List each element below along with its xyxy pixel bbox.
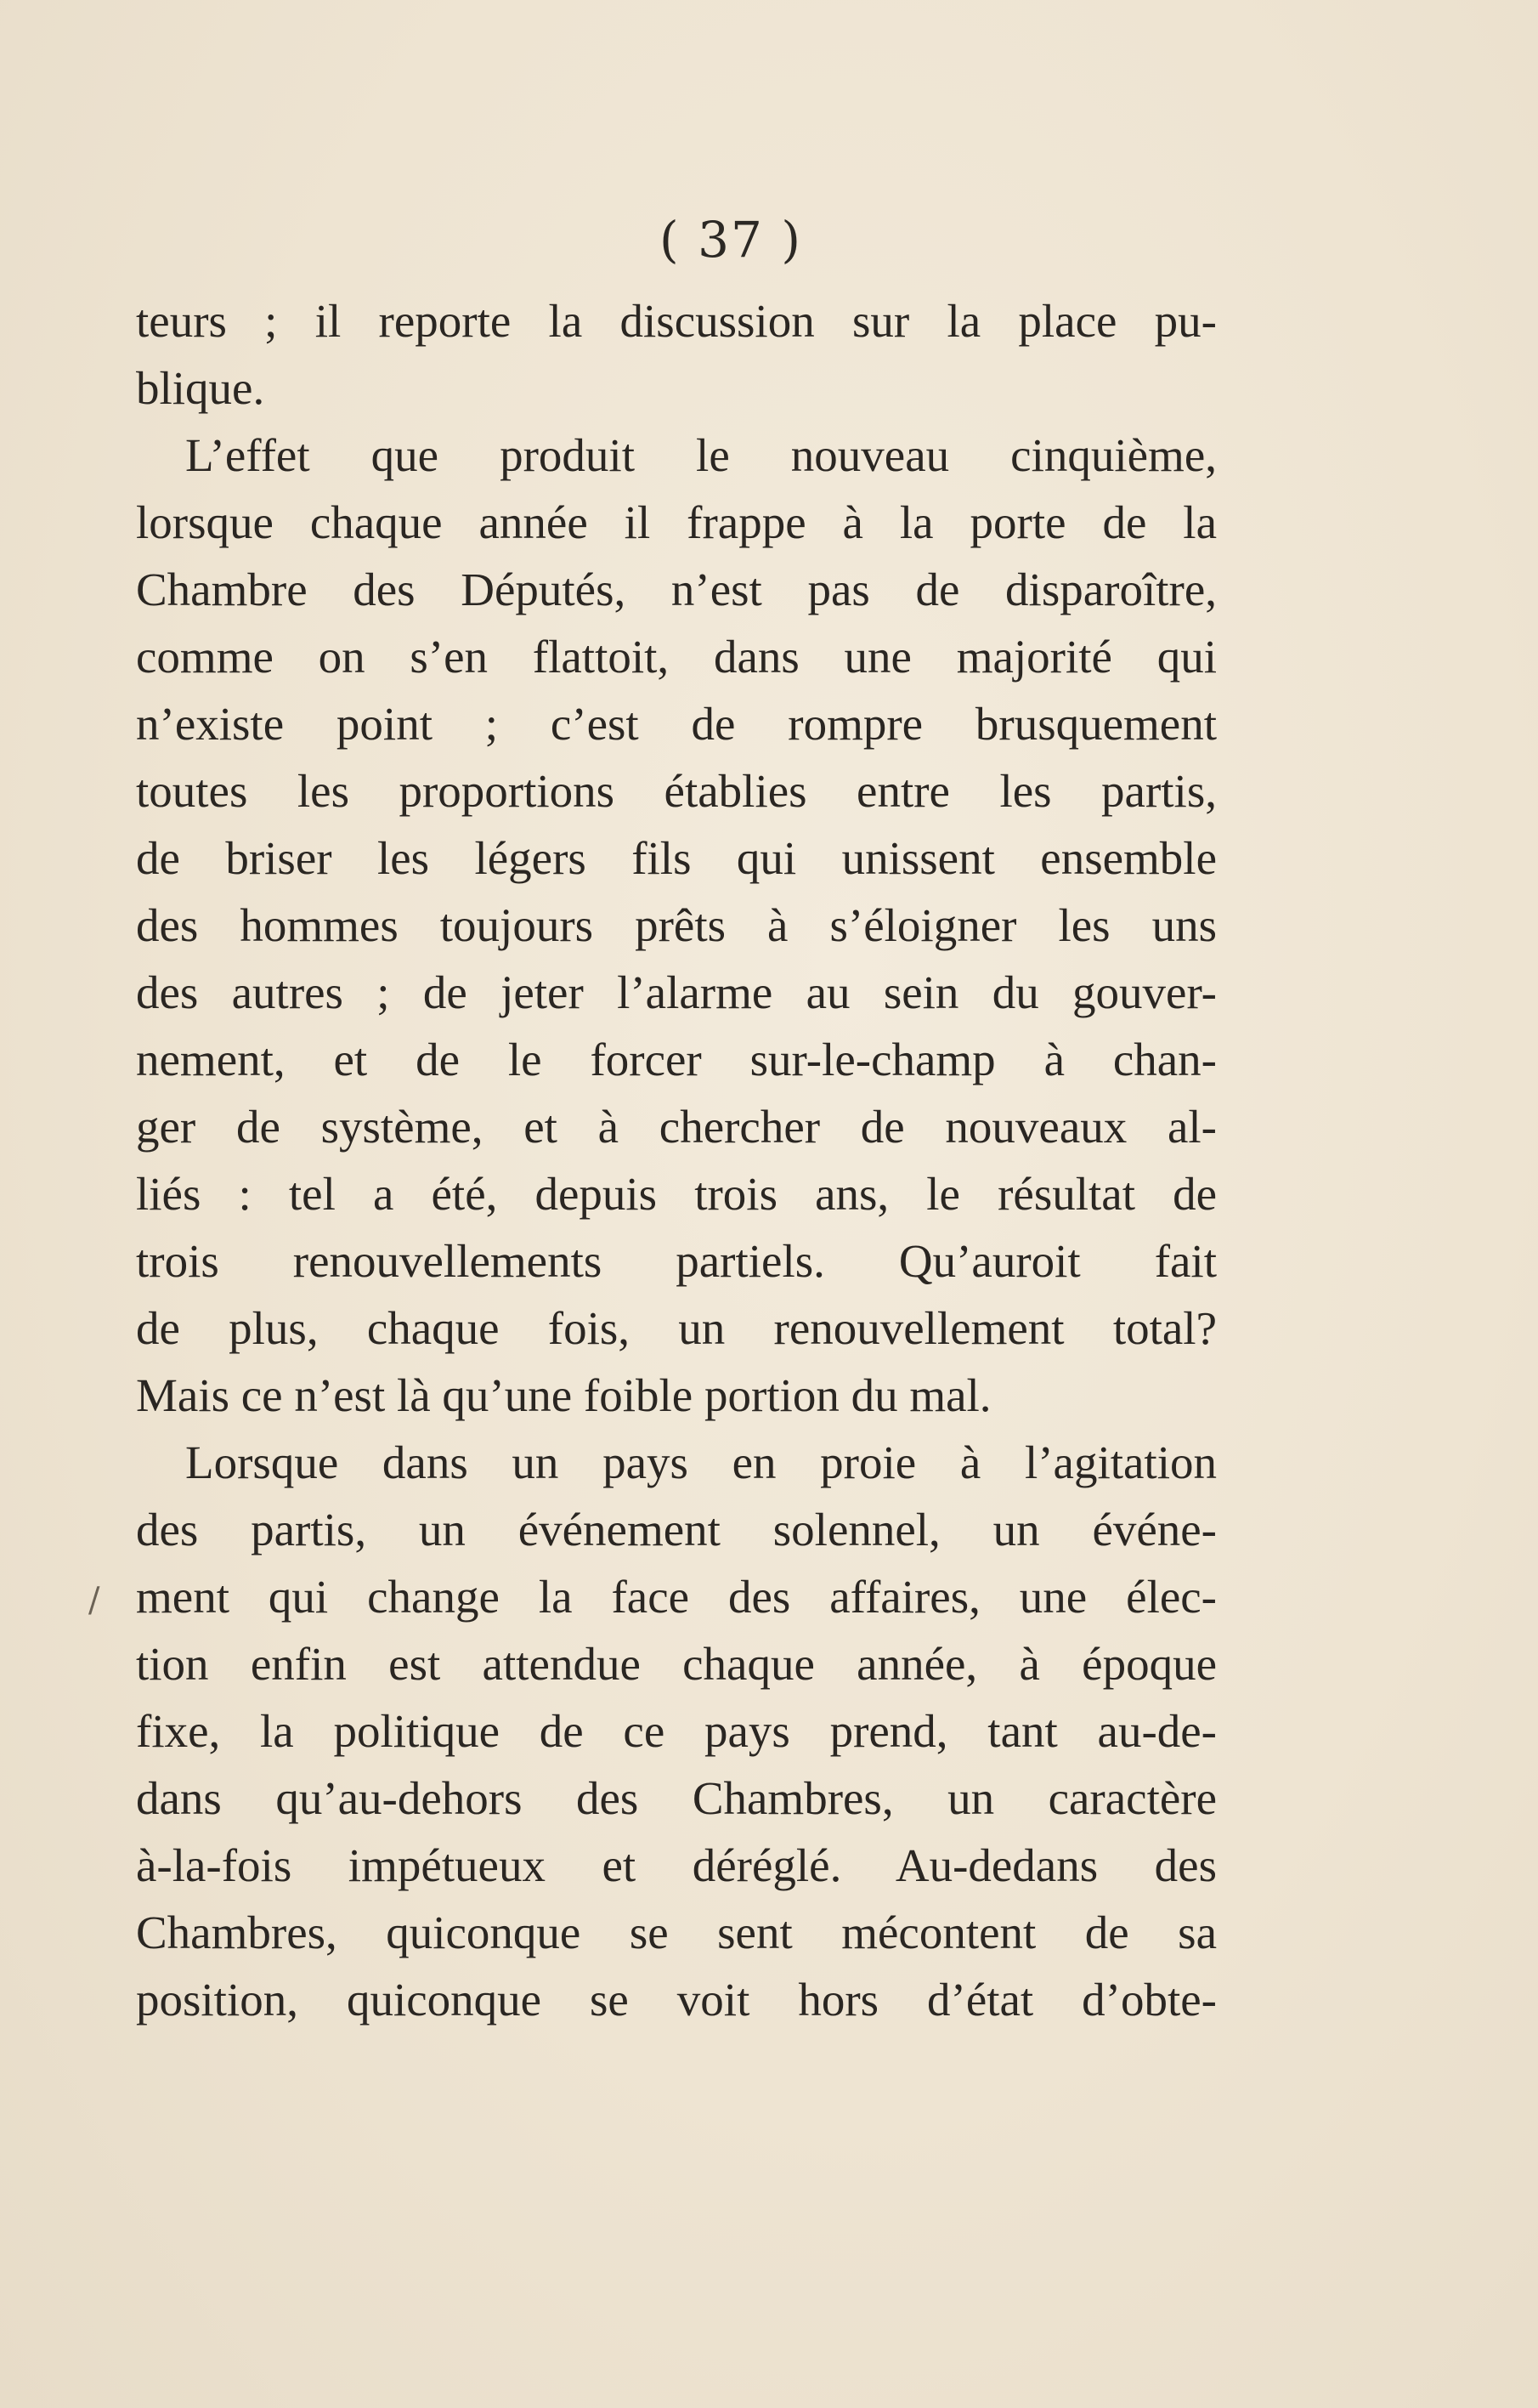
margin-pencil-mark: / (88, 1581, 100, 1620)
text-line: lorsque chaque année il frappe à la porte de la (136, 496, 1217, 548)
page-number: ( 37 ) (659, 211, 802, 269)
text-line: ment qui change la face des affaires, une élec- (136, 1571, 1217, 1623)
text-line: à-la-fois impétueux et déréglé. Au-dedans des (136, 1839, 1217, 1891)
text-line: des partis, un événement solennel, un événe- (136, 1504, 1217, 1555)
text-line: de plus, chaque fois, un renouvellement total? (136, 1302, 1217, 1354)
text-line: tion enfin est attendue chaque année, à époque (136, 1638, 1217, 1690)
text-line: Mais ce n’est là qu’une foible portion du mal. (136, 1369, 992, 1421)
body-text (136, 287, 1217, 2033)
text-line: position, quiconque se voit hors d’état d’obte- (136, 1974, 1217, 2026)
text-line: liés : tel a été, depuis trois ans, le résultat de (136, 1168, 1217, 1220)
text-line: n’existe point ; c’est de rompre brusquement (136, 698, 1217, 750)
text-line: trois renouvellements partiels. Qu’auroit fait (136, 1235, 1217, 1287)
text-line: ger de système, et à chercher de nouveaux al- (136, 1101, 1217, 1153)
text-line: Chambres, quiconque se sent mécontent de sa (136, 1907, 1217, 1958)
text-line: des autres ; de jeter l’alarme au sein du gouver- (136, 966, 1217, 1018)
text-line: teurs ; il reporte la discussion sur la place pu- (136, 295, 1217, 347)
text-line: de briser les légers fils qui unissent ensemble (136, 832, 1217, 884)
text-line: Lorsque dans un pays en proie à l’agitation (185, 1436, 1217, 1488)
text-line: dans qu’au-dehors des Chambres, un caractère (136, 1772, 1217, 1824)
text-line: comme on s’en flattoit, dans une majorité qui (136, 631, 1217, 683)
text-line: des hommes toujours prêts à s’éloigner les uns (136, 899, 1217, 951)
text-line: toutes les proportions établies entre les partis, (136, 765, 1217, 817)
text-line: Chambre des Députés, n’est pas de disparoître, (136, 564, 1217, 615)
text-line: L’effet que produit le nouveau cinquième, (185, 429, 1217, 481)
text-line: fixe, la politique de ce pays prend, tant au-de- (136, 1705, 1217, 1757)
text-line: nement, et de le forcer sur-le-champ à chan- (136, 1034, 1217, 1085)
text-line: blique. (136, 362, 265, 414)
